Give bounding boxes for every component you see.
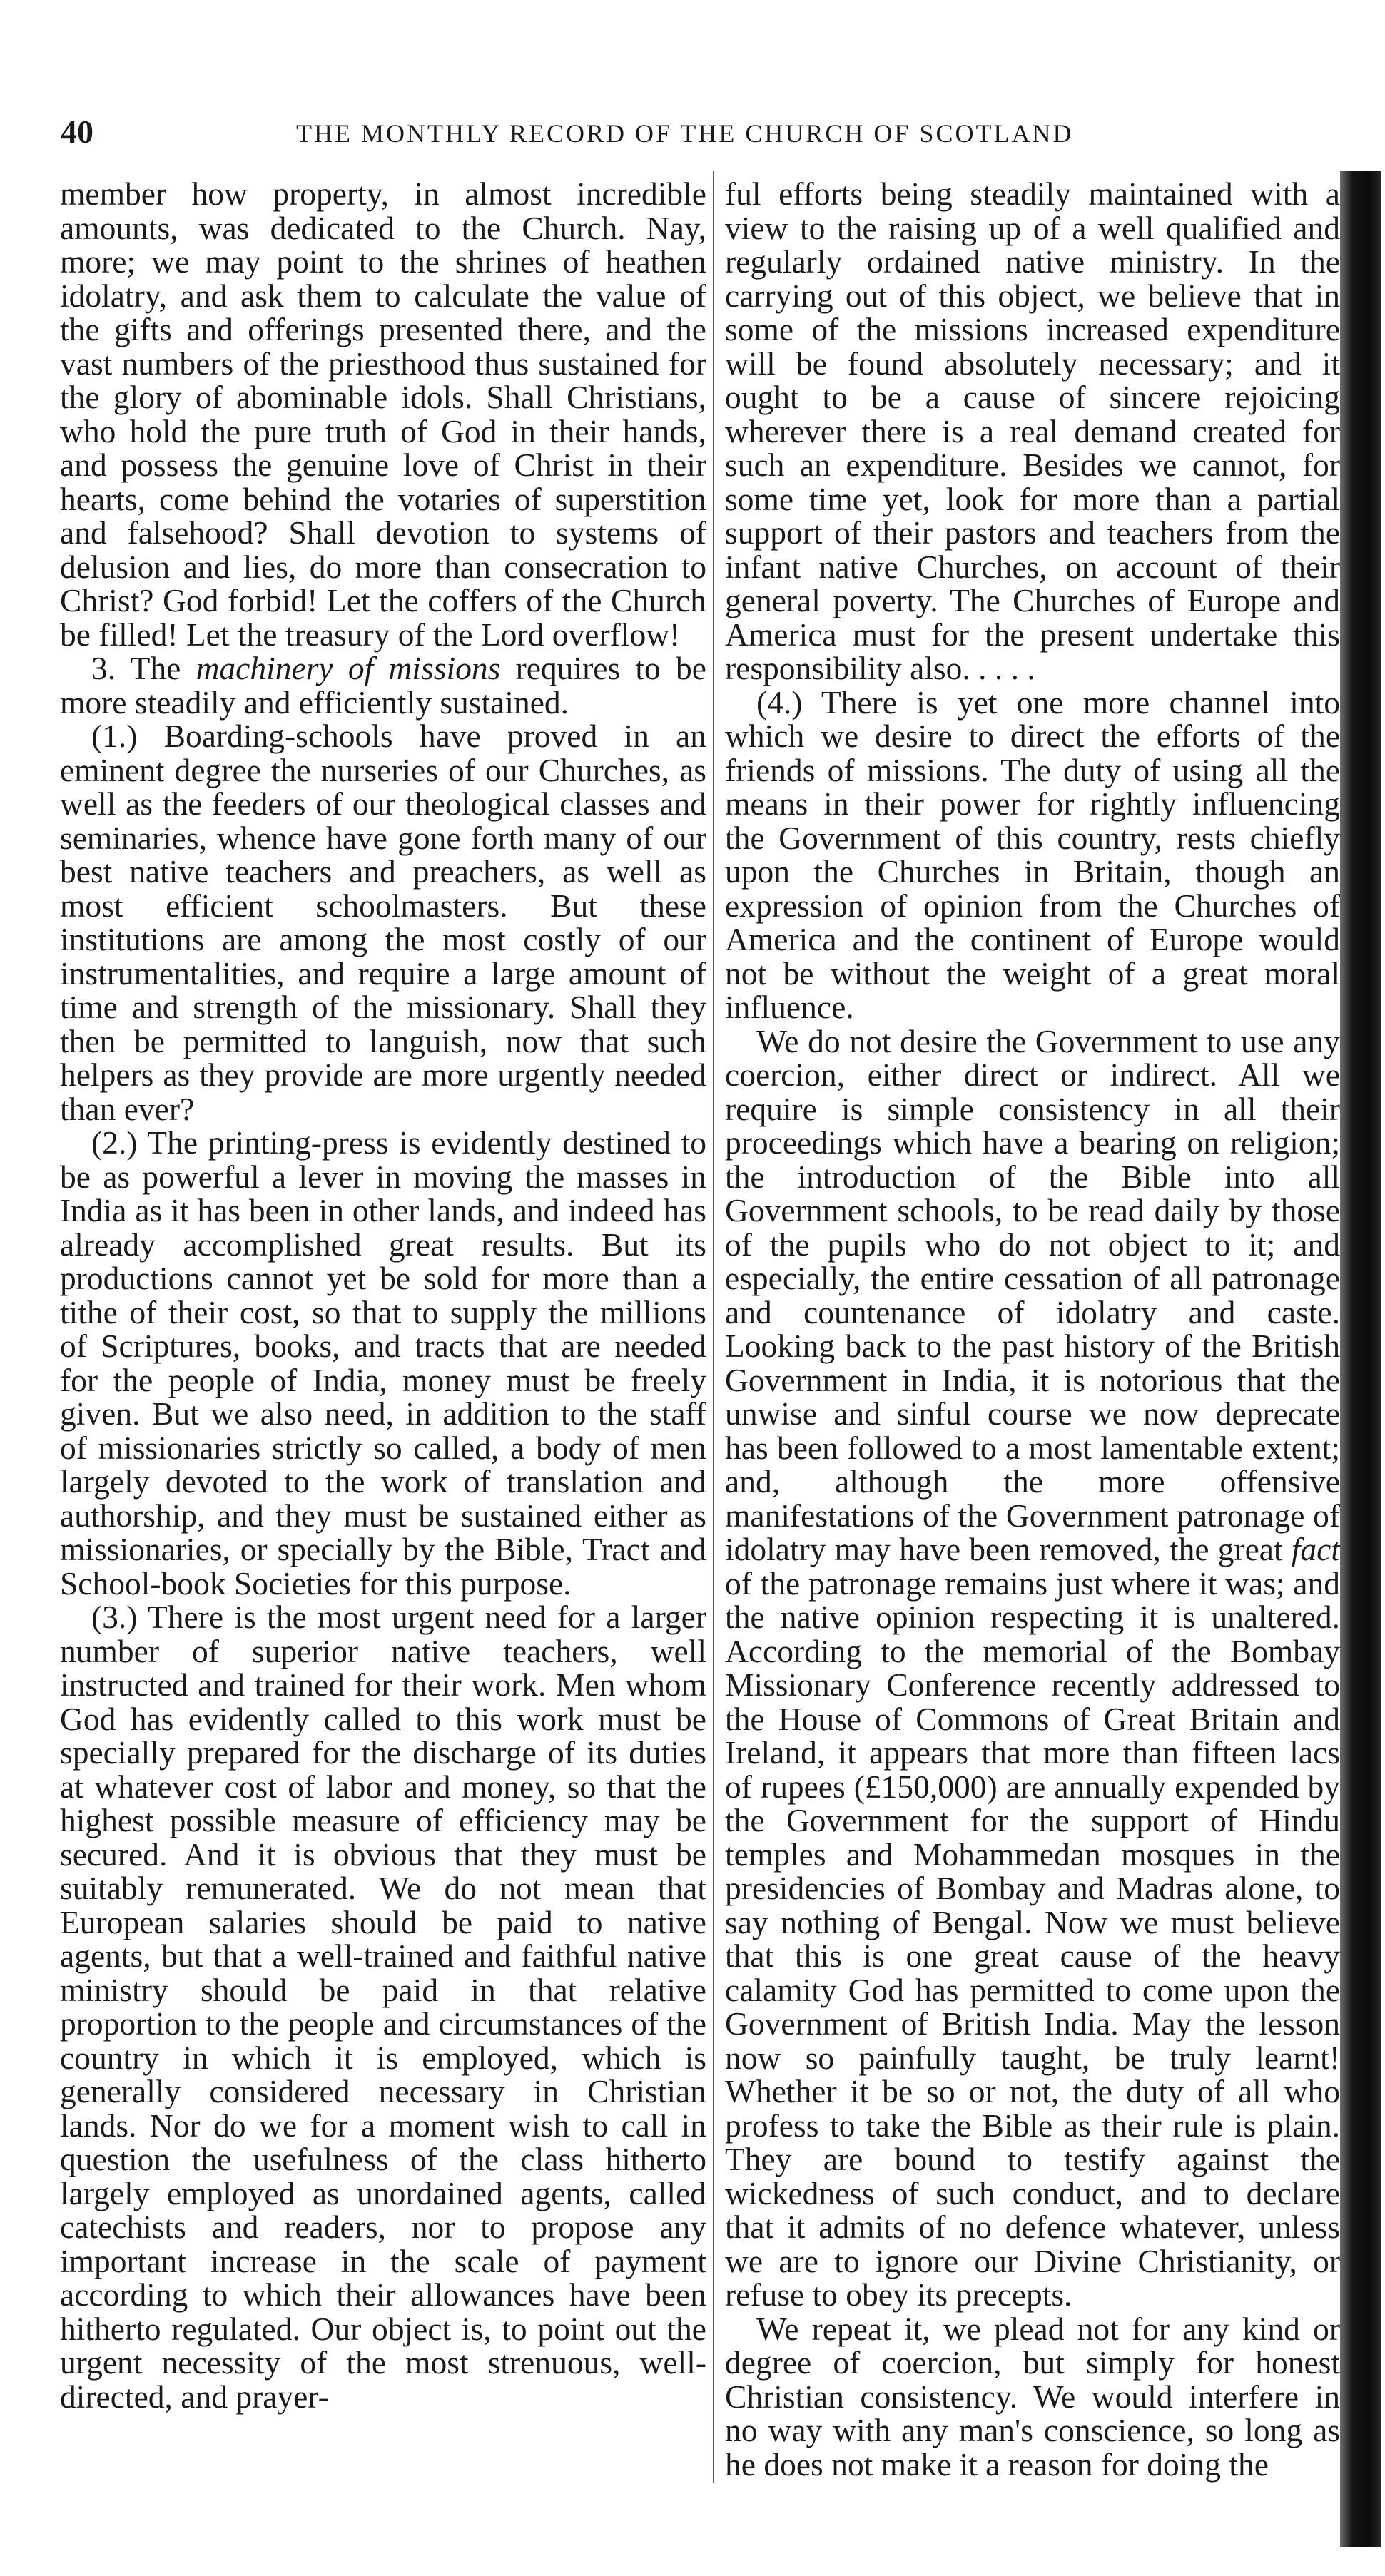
paragraph-boarding-schools: (1.) Boarding-schools have proved in an eminent degree the nurseries of our Churches, as well as the feeders of our theological classes and seminaries, whence have gone forth many of our best native teachers and preachers, as well as most efficient schoolmasters. But these institutions are among the most costly of our instrumentalities, and require a large amount of time and strength of the missionary. Shall they then be permitted to languish, now that such helpers as they provide are more urgently needed than ever? — [60, 718, 706, 1127]
paragraph-consistency — [725, 1024, 1340, 2312]
column-divider — [713, 171, 714, 2483]
paragraph: member how property, in almost incredible amounts, was dedicated to the Church. Nay, more; we may point to the shrines of heathen idolatry, and ask them to calculate the value of the gifts and offerings presented there, and the vast numbers of the priesthood thus sustained for the glory of abominable idols. Shall Christians, who hold the pure truth of God in their hands, and possess the genuine love of Christ in their hearts, come behind the votaries of superstition and falsehood? Shall devotion to systems of delusion and lies, do more than consecration to Christ? God forbid! Let the coffers of the Church be filled! Let the treasury of the Lord overflow! — [60, 177, 706, 653]
paragraph: ful efforts being steadily maintained with a view to the raising up of a well qualified and regularly ordained native ministry. In the carrying out of this object, we believe that in some of the missions increased expenditure will be found absolutely necessary; and it ought to be a cause of sincere rejoicing wherever there is a real demand created for such an expenditure. Besides we cannot, for some time yet, look for more than a partial support of their pastors and teachers from the infant native Churches, on account of their general poverty. The Churches of Europe and America must for the present undertake this responsibility also. . . . . — [725, 177, 1340, 686]
paragraph-printing-press: (2.) The printing-press is evidently destined to be as powerful a lever in moving the masses in India as it has been in other lands, and indeed has already accomplished great results. But its productions cannot yet be sold for more than a tithe of their cost, so that to supply the millions of Scriptures, books, and tracts that are needed for the people of India, money must be freely given. But we also need, in addition to the staff of missionaries strictly so called, a body of men largely devoted to the work of translation and authorship, and they must be sustained either as missionaries, or specially by the Bible, Tract and School-book Societies for this purpose. — [60, 1124, 706, 1602]
paragraph-machinery-of-missions — [60, 651, 706, 719]
paragraph-text: of the patronage remains just where it was; and the native opinion respecting it is unaltered. According to the memorial of the Bombay Missionary Conference recently addressed to the House of Commons of Great Britain and Ireland, it appears that more than fifteen lacs of rupees (£150,000) are annually expended by the Government for the support of Hindu temples and Mohammedan mosques in the presidencies of Bombay and Madras alone, to say nothing of Bengal. Now we must believe that this is one great cause of the heavy calamity God has permitted to come upon the Government of British India. May the lesson now so painfully taught, be truly learnt! Whether it be so or not, the duty of all who profess to take the Bible as their rule is plain. They are bound to testify against the wickedness of such conduct, and to declare that it admits of no defence whatever, unless we are to ignore our Divine Christianity, or refuse to obey its precepts. — [725, 1564, 1340, 2313]
page-number: 40 — [61, 113, 93, 150]
binding-shadow — [1340, 171, 1381, 2547]
paragraph-text: We do not desire the Government to use any coercion, either direct or indirect. All we require is simple consistency in all their proceedings which have a bearing on religion; the introduction of the Bible into all Government schools, to be read daily by those of the pupils who do not object to it; and especially, the entire cessation of all patronage and countenance of idolatry and caste. Looking back to the past history of the British Government in India, it is notorious that the unwise and sinful course we now deprecate has been followed to a most lamentable extent; and, although the more offensive manifestations of the Government patronage of idolatry may have been removed, the great — [725, 1022, 1340, 1567]
italic-word: fact — [1291, 1531, 1340, 1567]
paragraph-text: requires to be more steadily and efficiently sustained. — [60, 650, 706, 721]
italic-phrase: machinery of missions — [196, 650, 501, 686]
left-column — [60, 177, 706, 2531]
paragraph-no-coercion: We repeat it, we plead not for any kind or degree of coercion, but simply for honest Christian consistency. We would interfere in no way with any man's conscience, so long as he does not make it a reason for doing the — [725, 2310, 1340, 2483]
page-header — [54, 113, 1352, 156]
right-column — [725, 177, 1340, 2531]
paragraph-native-teachers: (3.) There is the most urgent need for a larger number of superior native teachers, well instructed and trained for their work. Men whom God has evidently called to this work must be specially prepared for the discharge of its duties at whatever cost of labor and money, so that the highest possible measure of efficiency may be secured. And it is obvious that they must be suitably remunerated. We do not mean that European salaries should be paid to native agents, but that a well-trained and faithful native ministry should be paid in that relative proportion to the people and circumstances of the country in which it is employed, which is generally considered necessary in Christian lands. Nor do we for a moment wish to call in question the usefulness of the class hitherto largely employed as unordained agents, called catechists and readers, nor to propose any important increase in the scale of payment according to which their allowances have been hitherto regulated. Our object is, to point out the urgent necessity of the most strenuous, well-directed, and prayer- — [60, 1599, 706, 2415]
paragraph-government-influence: (4.) There is yet one more channel into which we desire to direct the efforts of the friends of missions. The duty of using all the means in their power for rightly influencing the Government of this country, rests chiefly upon the Churches in Britain, though an expression of opinion from the Churches of America and the continent of Europe would not be without the weight of a great moral influence. — [725, 683, 1340, 1025]
running-title: THE MONTHLY RECORD OF THE CHURCH OF SCOTLAND — [296, 119, 1074, 148]
paragraph-text: 3. The — [91, 650, 196, 686]
